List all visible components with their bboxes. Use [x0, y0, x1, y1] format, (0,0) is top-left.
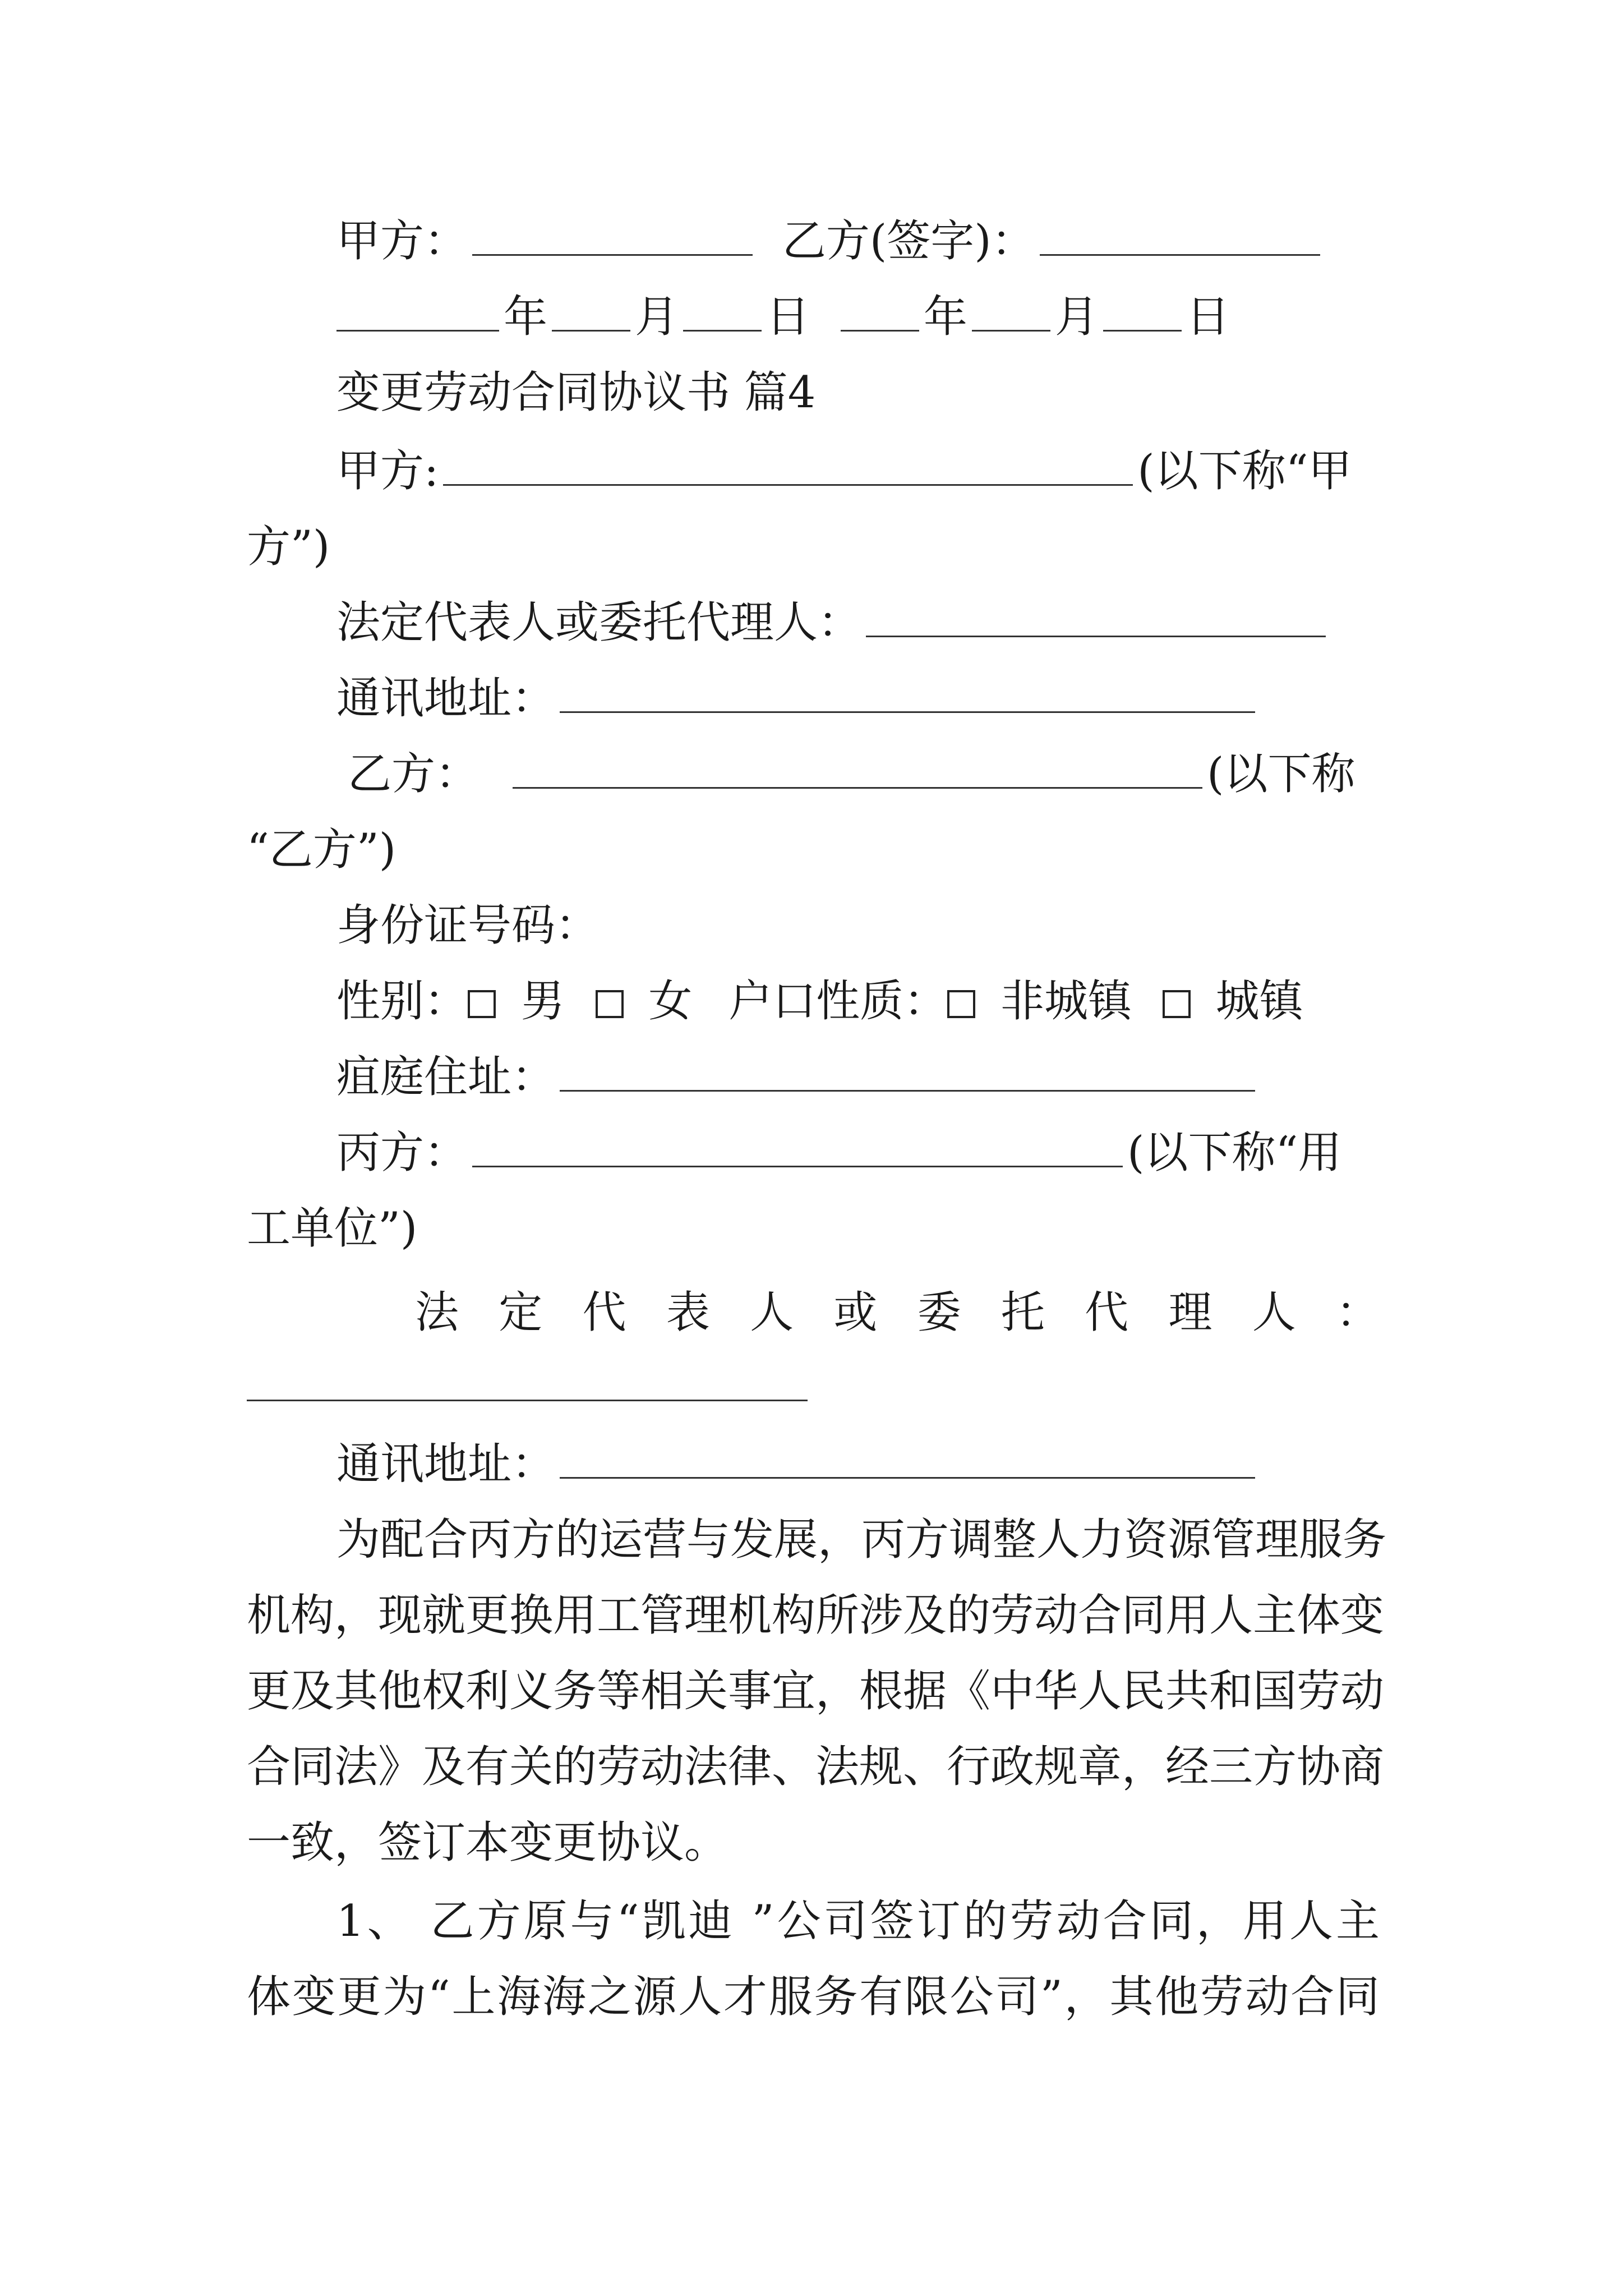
party-b-home-address-label: 疽庭住址： [336, 1052, 556, 1102]
party-c-suffix-wrap: 工单位”) [247, 1203, 418, 1254]
party-c-address-blank[interactable] [560, 1438, 1255, 1479]
party-a-address-blank[interactable] [560, 672, 1255, 713]
date-b-day-label: 日 [1186, 292, 1230, 342]
date-a-day-label: 日 [766, 292, 810, 342]
party-c-label: 丙方： [336, 1128, 468, 1178]
intro-line-5: 一致，签订本变更协议。 [247, 1818, 728, 1868]
clause-1-line-2: 体变更为“上海海之源人才服务有限公司”，其他劳动合同 [247, 1972, 1380, 2022]
party-a-suffix: (以下称“甲 [1137, 446, 1352, 496]
female-label: 女 [648, 976, 693, 1027]
hukou-label: 户口性质： [728, 976, 948, 1027]
sign-row [336, 213, 1325, 269]
party-b-name-blank[interactable] [513, 748, 1202, 789]
party-b-suffix-wrap: “乙方”) [247, 825, 396, 875]
party-a-rep-row [336, 595, 1330, 651]
party-b-home-address-blank[interactable] [560, 1051, 1255, 1092]
urban-label: 城镇 [1215, 976, 1303, 1027]
female-checkbox[interactable] [596, 990, 624, 1018]
intro-line-1: 为配合丙方的运营与发展，丙方调整人力资源管理服务 [336, 1515, 1387, 1565]
party-a-address-row [336, 670, 1260, 726]
party-b-gender-row [336, 973, 1303, 1029]
party-a-suffix-wrap: 方”) [247, 522, 330, 572]
non-urban-checkbox[interactable] [947, 990, 975, 1018]
party-a-rep-label: 法定代表人或委托代理人： [336, 597, 862, 648]
urban-checkbox[interactable] [1163, 990, 1191, 1018]
date-a-year-label: 年 [504, 292, 548, 342]
party-b-suffix: (以下称 [1207, 749, 1355, 799]
date-a-year-blank[interactable] [336, 291, 499, 332]
date-row [336, 289, 1230, 345]
party-a-address-label: 通讯地址： [336, 673, 556, 724]
party-c-rep-blank[interactable] [247, 1400, 808, 1401]
date-b-month-blank[interactable] [972, 291, 1050, 332]
party-c-address-label: 通讯地址： [336, 1439, 556, 1489]
party-a-label: 甲方: [336, 446, 439, 496]
party-a-row [336, 443, 1385, 499]
intro-line-2: 机构，现就更换用工管理机构所涉及的劳动合同用人主体变 [247, 1590, 1385, 1641]
male-checkbox[interactable] [468, 990, 496, 1018]
section-heading: 变更劳动合同协议书 篇4 [336, 367, 816, 418]
gender-label: 性别： [336, 976, 468, 1027]
intro-line-3: 更及其他权利义务等相关事宜，根据《中华人民共和国劳动 [247, 1666, 1385, 1717]
party-a-rep-blank[interactable] [866, 596, 1326, 637]
party-b-label: 乙方： [348, 749, 479, 799]
date-a-month-label: 月 [635, 292, 679, 342]
sign-party-b-label: 乙方(签字)： [782, 216, 1035, 266]
sign-party-a-label: 甲方： [336, 216, 468, 266]
non-urban-label: 非城镇 [1000, 976, 1132, 1027]
date-b-year-blank[interactable] [841, 291, 919, 332]
party-c-name-blank[interactable] [472, 1126, 1123, 1167]
party-b-home-address-row [336, 1049, 1260, 1105]
party-b-row [348, 746, 1385, 802]
party-c-row [336, 1125, 1385, 1181]
party-c-rep-label: 法定代表人或委托代理人： [415, 1287, 1380, 1338]
party-b-id-row [336, 898, 599, 954]
date-a-day-blank[interactable] [683, 291, 762, 332]
sign-party-b-blank[interactable] [1040, 215, 1320, 256]
party-b-id-label: 身份证号码： [336, 900, 600, 951]
clause-1-line-1: 1、 乙方原与“凯迪 ”公司签订的劳动合同，用人主 [336, 1896, 1380, 1947]
date-b-day-blank[interactable] [1103, 291, 1182, 332]
date-a-month-blank[interactable] [552, 291, 630, 332]
date-b-month-label: 月 [1054, 292, 1099, 342]
party-a-name-blank[interactable] [443, 445, 1133, 486]
male-label: 男 [520, 976, 565, 1027]
party-c-address-row [336, 1436, 1260, 1492]
intro-line-4: 合同法》及有关的劳动法律、法规、行政规章，经三方协商 [247, 1742, 1385, 1792]
sign-party-a-blank[interactable] [472, 215, 753, 256]
party-c-suffix: (以下称“用 [1127, 1128, 1342, 1178]
date-b-year-label: 年 [923, 292, 967, 342]
